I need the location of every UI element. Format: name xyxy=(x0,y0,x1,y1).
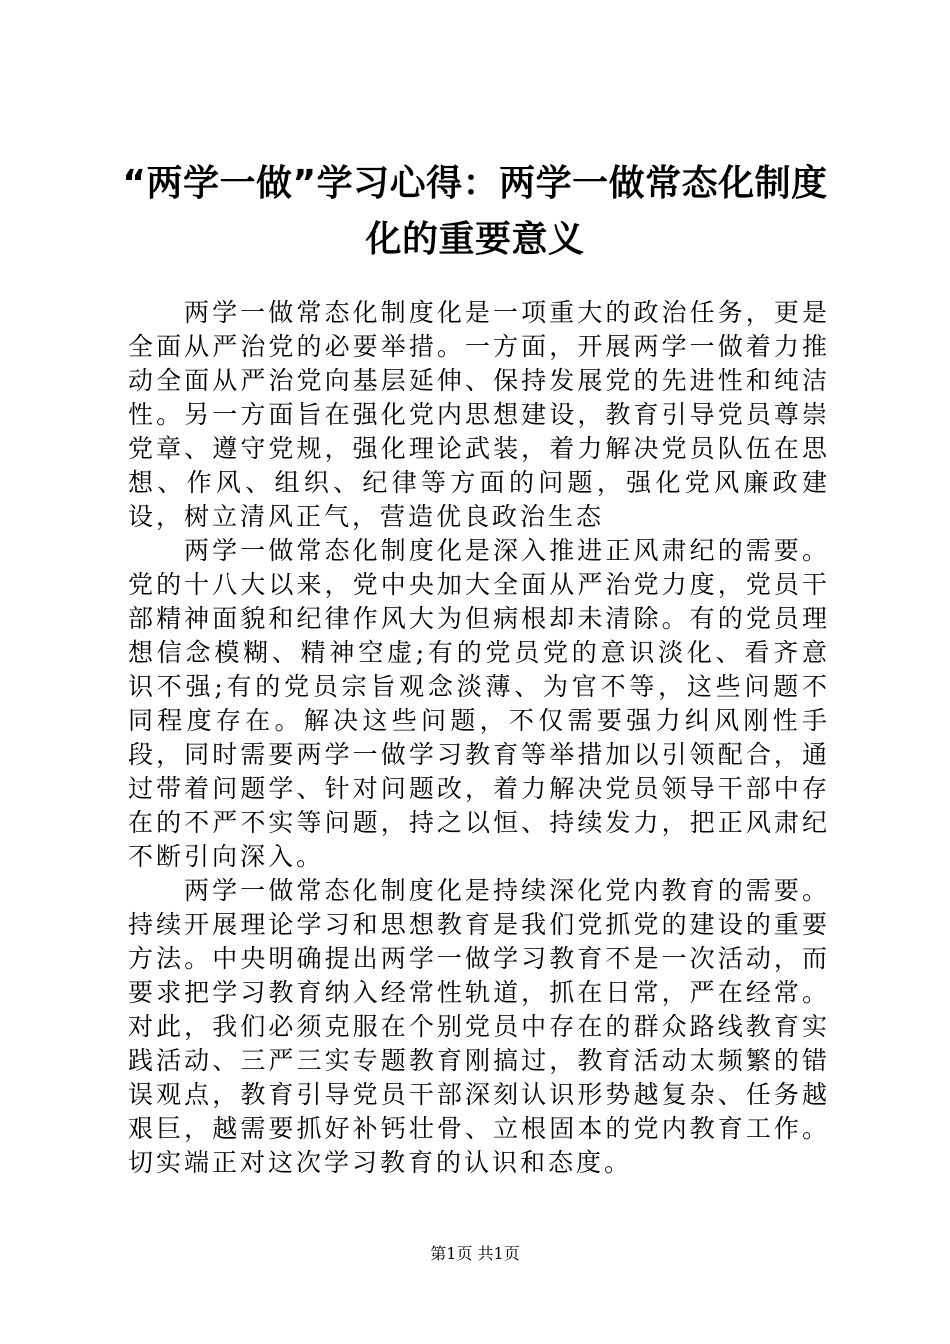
document-title: “两学一做”学习心得：两学一做常态化制度化的重要意义 xyxy=(122,163,828,260)
paragraph-3: 两学一做常态化制度化是持续深化党内教育的需要。持续开展理论学习和思想教育是我们党抓党的建设的重要方法。中央明确提出两学一做学习教育不是一次活动，而要求把学习教育纳入经常性轨道，抓在日常，严在经常。对此，我们必须克服在个别党员中存在的群众路线教育实践活动、三严三实专题教育刚搞过，教育活动太频繁的错误观点，教育引导党员干部深刻认识形势越复杂、任务越艰巨，越需要抓好补钙壮骨、立根固本的党内教育工作。切实端正对这次学习教育的认识和态度。 xyxy=(128,876,830,1177)
page-footer: 第1页 共1页 xyxy=(430,1244,520,1263)
paragraph-2: 两学一做常态化制度化是深入推进正风肃纪的需要。党的十八大以来，党中央加大全面从严治党力度，党员干部精神面貌和纪律作风大为但病根却未清除。有的党员理想信念模糊、精神空虚;有的党员党的意识淡化、看齐意识不强;有的党员宗旨观念淡薄、为官不等，这些问题不同程度存在。解决这些问题，不仅需要强力纠风刚性手段，同时需要两学一做学习教育等举措加以引领配合，通过带着问题学、针对问题改，着力解决党员领导干部中存在的不严不实等问题，持之以恒、持续发力，把正风肃纪不断引向深入。 xyxy=(128,536,830,871)
paragraph-1: 两学一做常态化制度化是一项重大的政治任务，更是全面从严治党的必要举措。一方面，开展两学一做着力推动全面从严治党向基层延伸、保持发展党的先进性和纯洁性。另一方面旨在强化党内思想建设，教育引导党员尊崇党章、遵守党规，强化理论武装，着力解决党员队伍在思想、作风、组织、纪律等方面的问题，强化党风廉政建设，树立清风正气，营造优良政治生态 xyxy=(128,298,830,531)
document-body xyxy=(128,296,830,1180)
